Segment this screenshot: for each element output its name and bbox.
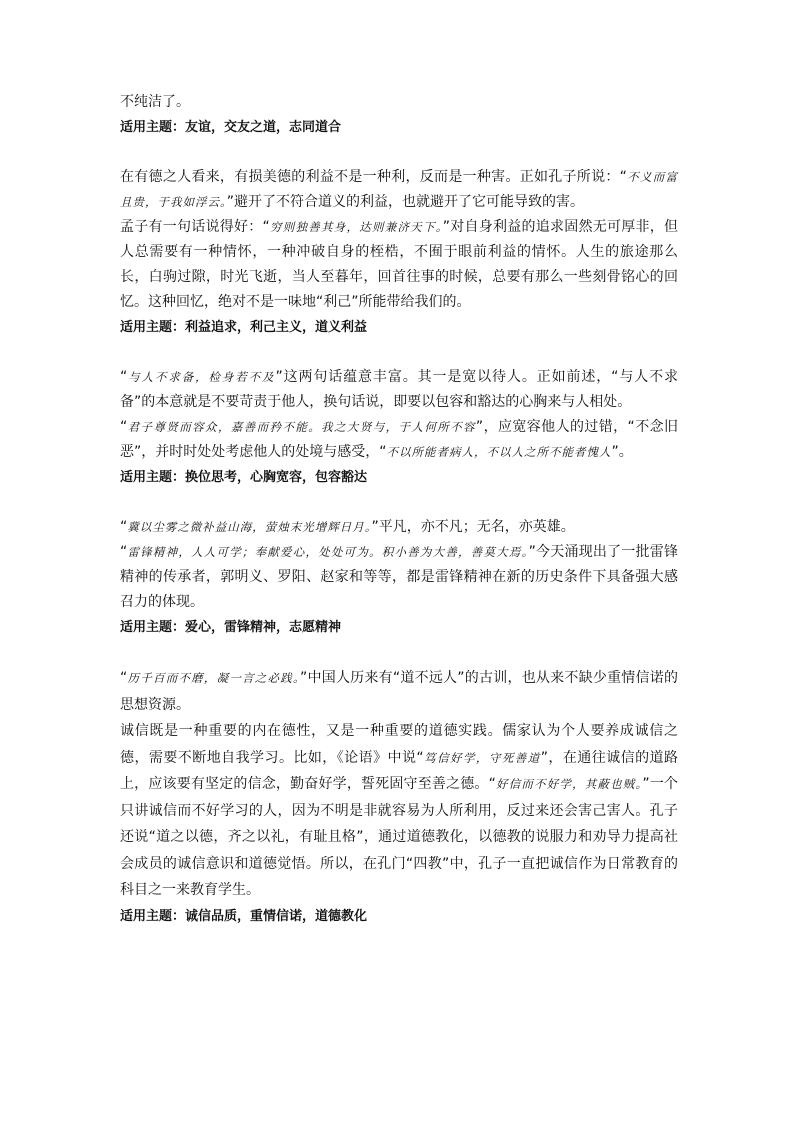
classical-quote: 雷锋精神，人人可学；奉献爱心，处处可为。积小善为大善，善莫大焉。 [127,545,529,559]
theme-label-leifeng: 适用主题：爱心，雷锋精神，志愿精神 [120,620,342,635]
spacer [120,341,678,365]
paragraph: 诚信既是一种重要的内在德性，又是一种重要的道德实践。儒家认为个人要养成诚信之德，需要不断地自我学习。比如，《论语》中说“笃信好学，守死善道”，在通往诚信的道路上，应该要有坚定的信念，勤奋好学，誓死固守至善之德。“好信而不好学，其蔽也贼。”一个只讲诚信而不好学习的人，因为不明是非就容易为人所利用，反过来还会害己害人。孔子还说“道之以德，齐之以礼，有耻且格”，通过道德教化，以德教的说服力和劝导力提高社会成员的诚信意识和道德觉悟。所以，在孔门“四教”中，孔子一直把诚信作为日常教育的科目之一来教育学生。 [120,723,678,898]
classical-quote: 冀以尘雾之微补益山海，萤烛末光增辉日月。 [127,520,372,534]
section-leifeng [120,515,678,641]
classical-quote: 穷则独善其身，达则兼济天下。 [269,220,443,234]
classical-quote: 与人不求备，检身若不及 [127,370,276,384]
document-page [120,90,678,930]
section-tolerance [120,365,678,491]
spacer [120,491,678,515]
spacer [120,141,678,165]
classical-quote: 笃信好学，守死善道 [423,750,541,765]
paragraph: “冀以尘雾之微补益山海，萤烛末光增辉日月。”平凡，亦不凡；无名，亦英雄。 [120,519,575,535]
theme-label-integrity: 适用主题：诚信品质，重情信诺，道德教化 [120,908,368,924]
section-integrity [120,665,678,930]
theme-label-tolerance: 适用主题：换位思考，心胸宽容，包容豁达 [120,470,368,485]
theme-label-friendship: 适用主题：友谊，交友之道，志同道合 [120,120,342,135]
classical-quote: 不以所能者病人，不以人之所不能者愧人 [386,445,612,459]
paragraph: 孟子有一句话说得好：“穷则独善其身，达则兼济天下。”对自身利益的追求固然无可厚非，但人总需要有一种情怀，一种冲破自身的桎梏，不囿于眼前利益的情怀。人生的旅途那么长，白驹过隙，时光飞逝，当人至暮年，回首往事的时候，总要有那么一些刻骨铭心的回忆。这种回忆，绝对不是一味地“利己”所能带给我们的。 [120,219,678,310]
intro-line: 不纯洁了。 [120,94,190,110]
theme-label-interest: 适用主题：利益追求，利己主义，道义利益 [120,320,368,335]
paragraph: “历千百而不磨，凝一言之必践。”中国人历来有“道不远人”的古训，也从来不缺少重情信诺的思想资源。 [120,670,679,713]
classical-quote: 历千百而不磨，凝一言之必践。 [127,671,300,685]
section-interest [120,165,678,341]
classical-quote: 君子尊贤而容众，嘉善而矜不能。我之大贤与，于人何所不容 [127,420,476,434]
spacer [120,641,678,665]
paragraph: “与人不求备，检身若不及”这两句话蕴意丰富。其一是宽以待人。正如前述，“与人不求备”的本意就是不要苛责于他人，换句话说，即要以包容和豁达的心胸来与人相处。 [120,369,678,410]
paragraph: “雷锋精神，人人可学；奉献爱心，处处可为。积小善为大善，善莫大焉。”今天涌现出了一批雷锋精神的传承者，郭明义、罗阳、赵家和等等，都是雷锋精神在新的历史条件下具备强大感召力的体现。 [120,544,678,610]
classical-quote: 好信而不好学，其蔽也贼。 [495,777,643,791]
paragraph: 在有德之人看来，有损美德的利益不是一种利，反而是一种害。正如孔子所说：“不义而富且贵，于我如浮云。”避开了不符合道义的利益，也就避开了它可能导致的害。 [120,169,678,210]
classical-quote: 不义而富且贵，于我如浮云。 [120,170,678,209]
paragraph: “君子尊贤而容众，嘉善而矜不能。我之大贤与，于人何所不容”，应宽容他人的过错，“不念旧恶”，并时时处处考虑他人的处境与感受，“不以所能者病人，不以人之所不能者愧人”。 [120,419,679,460]
